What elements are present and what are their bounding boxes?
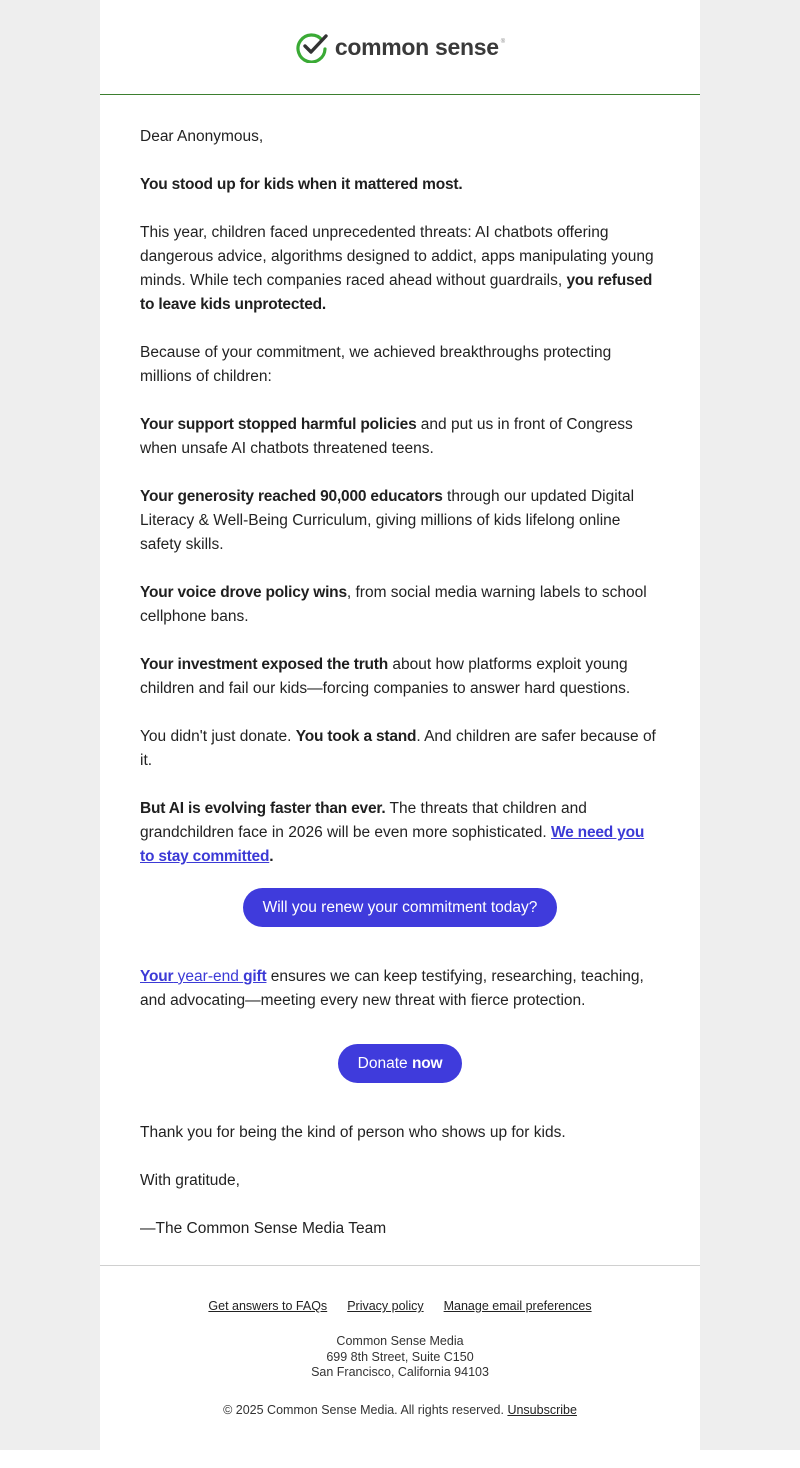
intro-text: This year, children faced unprecedented threats: AI chatbots offering dangerous advice, algorithms designed to addict, apps manipulating young minds. While tech companies raced ahead without guardrails, xyxy=(140,224,654,289)
intro-bold: you refused to leave kids unprotected. xyxy=(140,272,653,313)
achievement-item xyxy=(140,485,660,557)
stand-paragraph xyxy=(140,725,660,773)
logo-text: common sense xyxy=(334,33,499,60)
gift-link-bold-2: gift xyxy=(243,968,267,985)
achievement-text: and put us in front of Congress when unsafe AI chatbots threatened teens. xyxy=(140,416,633,457)
faqs-link[interactable]: Get answers to FAQs xyxy=(208,1299,328,1313)
ai-end: . xyxy=(269,848,274,865)
privacy-policy-link[interactable]: Privacy policy xyxy=(347,1299,424,1313)
donate-label: Donate xyxy=(357,1055,412,1072)
greeting: Dear Anonymous, xyxy=(140,128,264,145)
gift-link-bold-1: Your xyxy=(140,968,174,985)
gift-text: ensures we can keep testifying, researching, teaching, and advocating—meeting every new threat with fierce protection. xyxy=(140,968,644,1009)
ai-paragraph xyxy=(140,797,660,869)
manage-email-preferences-link[interactable]: Manage email preferences xyxy=(443,1299,592,1313)
email-body xyxy=(100,95,700,1241)
gift-paragraph xyxy=(140,965,660,1013)
achievement-item xyxy=(140,413,660,461)
stand-post: . And children are safer because of it. xyxy=(140,728,656,769)
achievement-item xyxy=(140,653,660,701)
common-sense-logo[interactable] xyxy=(295,31,505,63)
footer-links xyxy=(100,1299,700,1313)
ai-bold: But AI is evolving faster than ever. xyxy=(140,800,386,817)
checkmark-circle-icon xyxy=(295,31,329,63)
donate-label-bold: now xyxy=(411,1055,443,1072)
closing: With gratitude, xyxy=(140,1172,240,1189)
achievement-item xyxy=(140,581,660,629)
copyright-text: © 2025 Common Sense Media. All rights reserved. xyxy=(223,1402,508,1417)
achievement-bold: Your support stopped harmful policies xyxy=(140,416,417,433)
achievement-text: through our updated Digital Literacy & Well-Being Curriculum, giving millions of kids lifelong online safety skills. xyxy=(140,488,635,553)
email-card xyxy=(100,0,700,1450)
gift-link-mid: year-end xyxy=(173,968,244,985)
signature: —The Common Sense Media Team xyxy=(140,1220,387,1237)
ai-text: The threats that children and grandchildren face in 2026 will be even more sophisticated. xyxy=(140,800,587,841)
address-line: San Francisco, California 94103 xyxy=(311,1365,489,1379)
achievement-text: about how platforms exploit young children and fail our kids—forcing companies to answer hard questions. xyxy=(140,656,631,697)
address-line: 699 8th Street, Suite C150 xyxy=(326,1349,474,1364)
address-line: Common Sense Media xyxy=(336,1334,464,1348)
stand-bold: You took a stand xyxy=(295,728,417,745)
mailing-address xyxy=(100,1334,700,1381)
email-header xyxy=(100,0,700,95)
registered-mark: ® xyxy=(500,39,506,45)
headline xyxy=(140,173,660,197)
donate-cta-container xyxy=(140,1044,660,1083)
donate-now-button[interactable] xyxy=(338,1044,463,1083)
achievement-bold: Your generosity reached 90,000 educators xyxy=(140,488,443,505)
commitment-paragraph: Because of your commitment, we achieved breakthroughs protecting millions of children: xyxy=(140,344,612,385)
stand-pre: You didn't just donate. xyxy=(140,728,296,745)
achievement-bold: Your voice drove policy wins xyxy=(140,584,347,601)
stay-committed-link-text: We need you to stay committed xyxy=(140,824,645,865)
year-end-gift-link[interactable] xyxy=(140,968,266,985)
headline-text: You stood up for kids when it mattered most. xyxy=(140,176,463,193)
email-footer xyxy=(100,1265,700,1417)
renew-cta-container xyxy=(140,888,660,927)
unsubscribe-link[interactable]: Unsubscribe xyxy=(507,1402,577,1417)
renew-commitment-button[interactable]: Will you renew your commitment today? xyxy=(243,888,558,927)
achievement-bold: Your investment exposed the truth xyxy=(140,656,389,673)
intro-paragraph xyxy=(140,221,660,317)
thanks-paragraph: Thank you for being the kind of person who shows up for kids. xyxy=(140,1124,566,1141)
achievement-text: , from social media warning labels to school cellphone bans. xyxy=(140,584,647,625)
copyright xyxy=(100,1403,700,1417)
